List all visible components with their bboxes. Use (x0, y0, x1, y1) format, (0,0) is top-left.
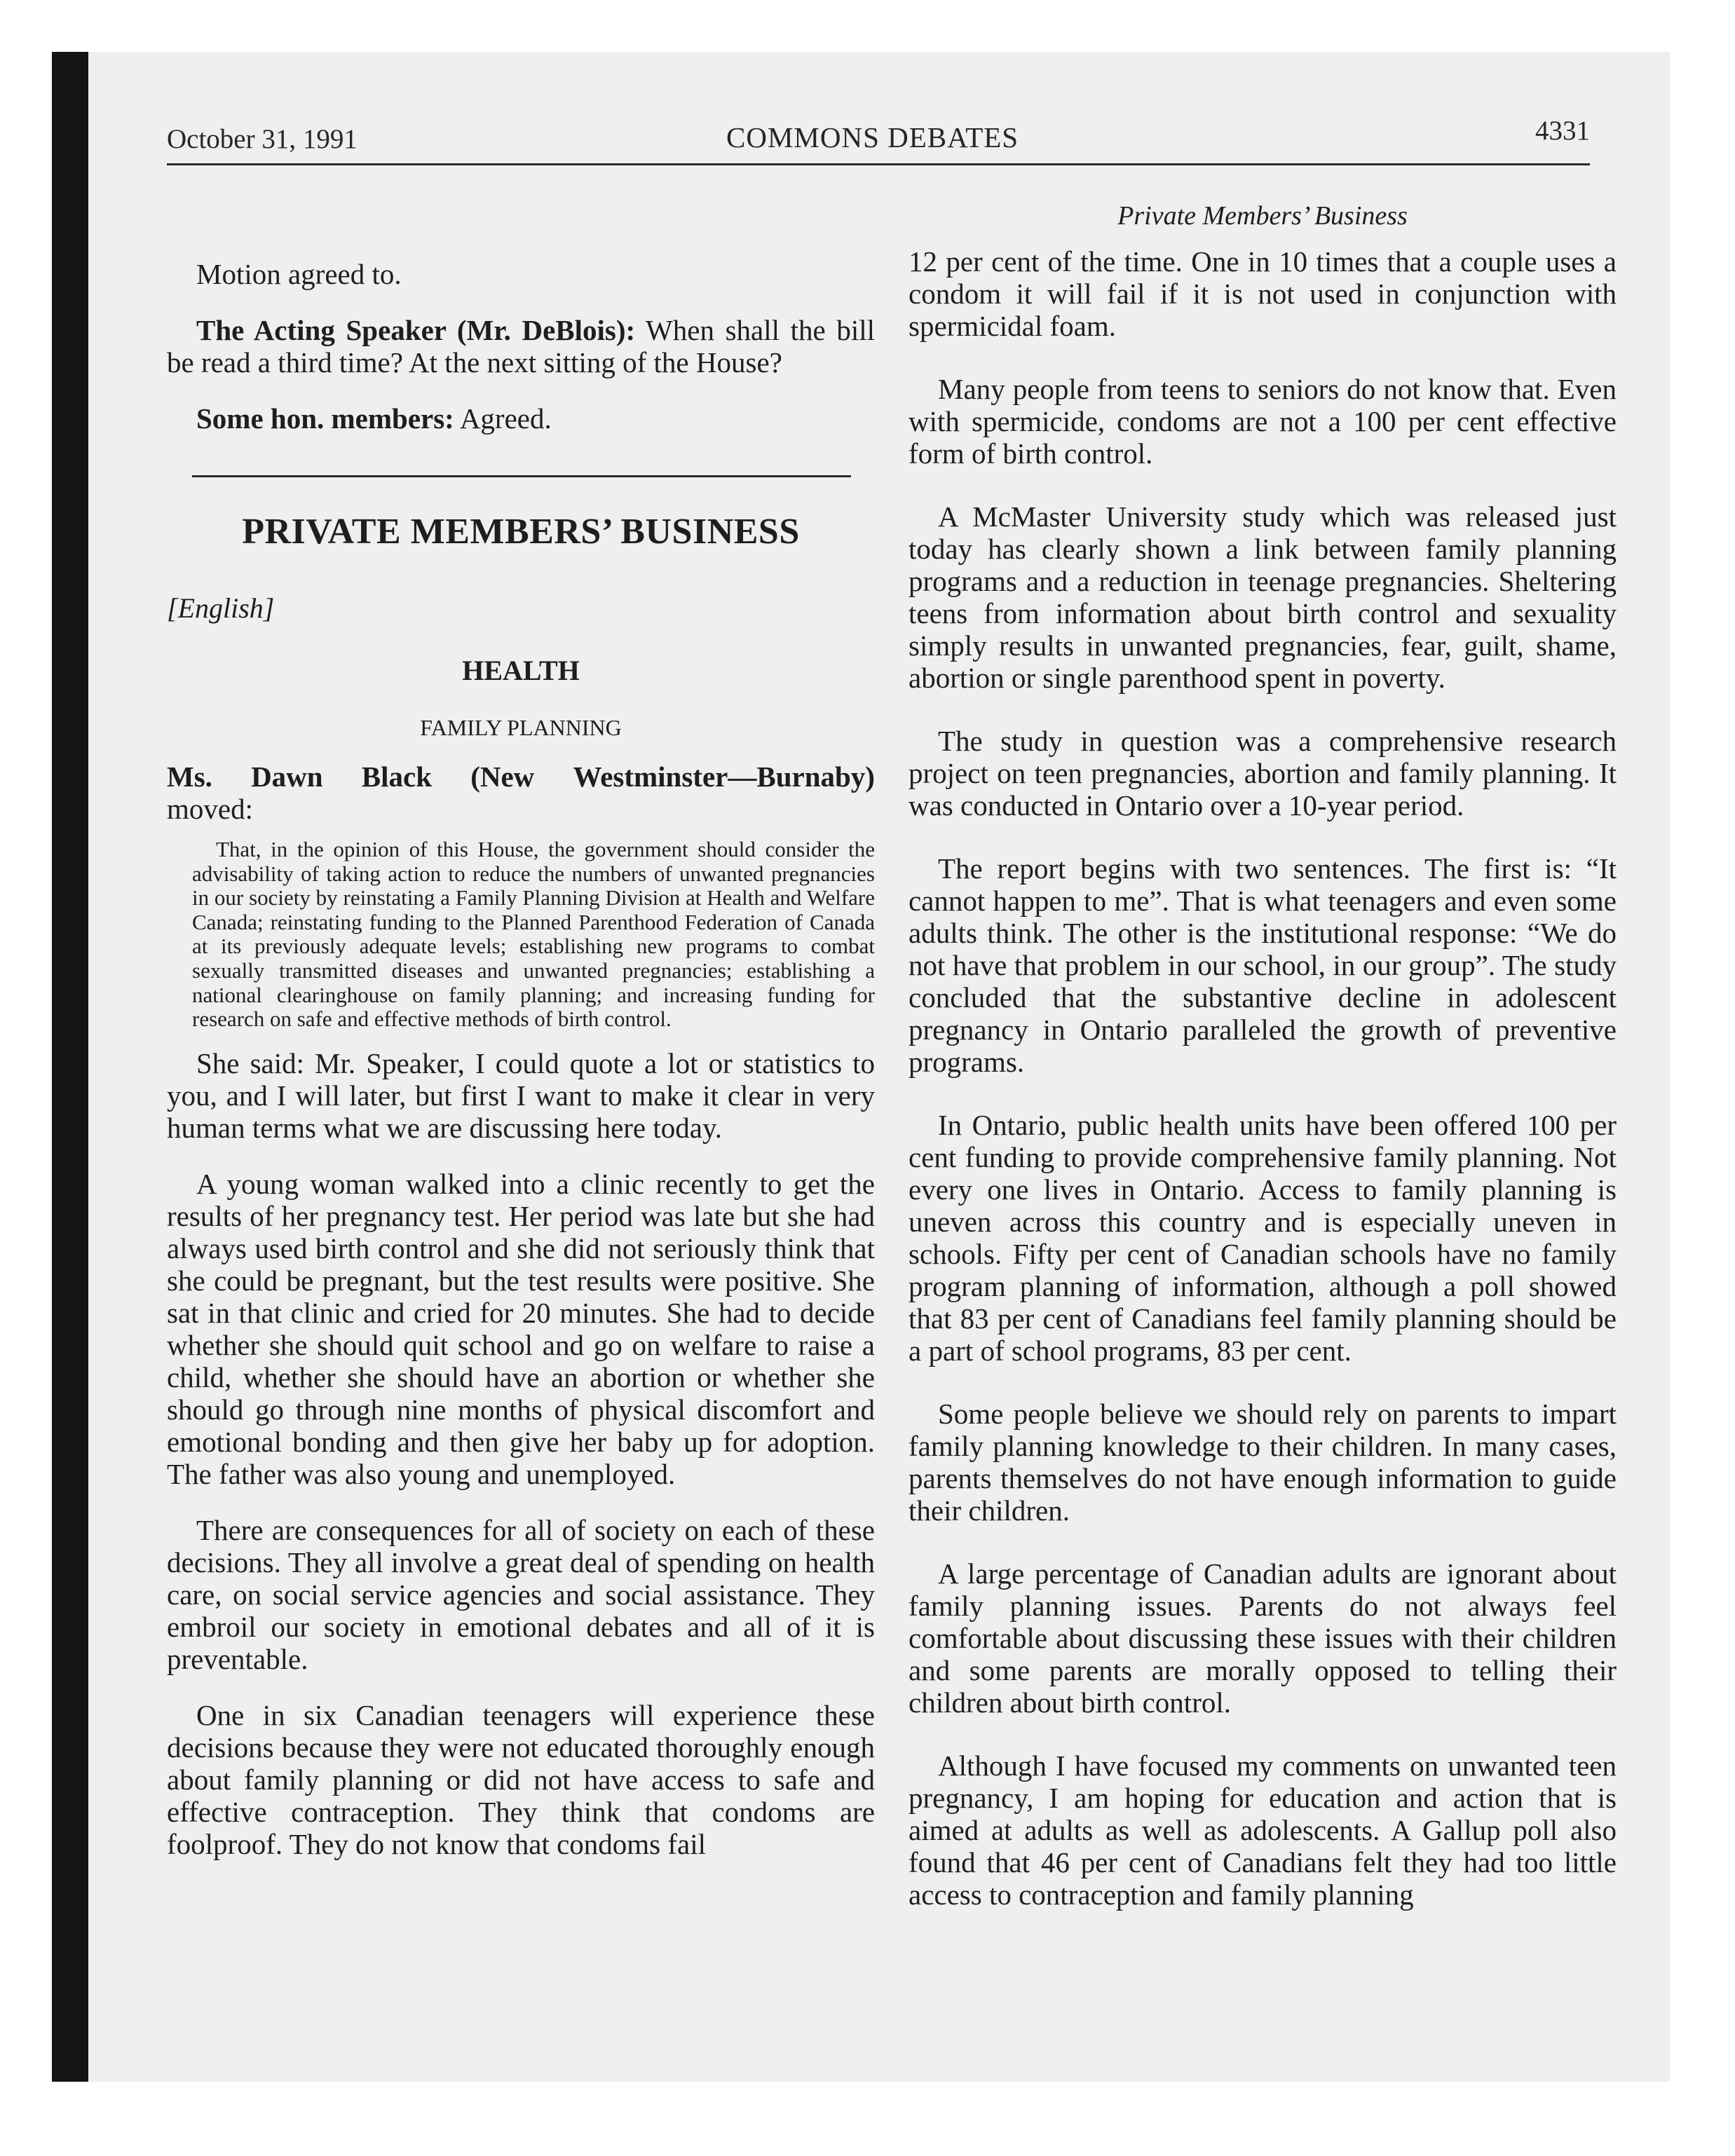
scan-edge (52, 52, 88, 2082)
page-number: 4331 (1535, 116, 1590, 146)
header-date: October 31, 1991 (167, 124, 358, 154)
members-paragraph (167, 402, 875, 435)
mover-line (167, 760, 875, 825)
body-paragraph: In Ontario, public health units have been offered 100 per cent funding to provide comprehensive family planning. Not every one lives in Ontario. Access to family planning is uneven across this country and is especially uneven in schools. Fifty per cent of Canadian schools have no family program planning of information, although a poll showed that 83 per cent of Canadians feel family planning should be a part of school programs, 83 per cent. (909, 1109, 1617, 1367)
running-head: Private Members’ Business (1117, 201, 1408, 231)
body-paragraph: Some people believe we should rely on parents to impart family planning knowledge to their children. In many cases, parents themselves do not have enough information to guide their children. (909, 1398, 1617, 1527)
language-tag: [English] (167, 592, 275, 624)
body-paragraph: Many people from teens to seniors do not know that. Even with spermicide, condoms are not a 100 per cent effective form of birth control. (909, 373, 1617, 470)
body-paragraph: Although I have focused my comments on unwanted teen pregnancy, I am hoping for education and action that is aimed at adults as well as adolescents. A Gallup poll also found that 46 per cent of Canadians felt they had too little access to contraception and family planning (909, 1749, 1617, 1911)
body-paragraph: There are consequences for all of society on each of these decisions. They all involve a great deal of spending on health care, on social service agencies and social assistance. They embroil our society in emotional debates and all of it is preventable. (167, 1513, 875, 1675)
mover-tail: moved: (167, 793, 253, 825)
section-divider (192, 475, 851, 477)
body-paragraph: The study in question was a comprehensive research project on teen pregnancies, abortion and family planning. It was conducted in Ontario over a 10-year period. (909, 725, 1617, 821)
right-column (909, 200, 1617, 1942)
body-paragraph: The report begins with two sentences. The first is: “It cannot happen to me”. That is what teenagers and even some adults think. The other is the institutional response: “We do not have that problem in our school, in our group”. The study concluded that the substantive decline in adolescent pregnancy in Ontario paralleled the growth of preventive programs. (909, 852, 1617, 1078)
section-title: PRIVATE MEMBERS’ BUSINESS (242, 512, 800, 552)
subject-heading: HEALTH (462, 655, 580, 686)
mover-word: Black (361, 760, 433, 793)
continued-paragraph: 12 per cent of the time. One in 10 times that a couple uses a condom it will fail if it is not used in conjunction with spermicidal foam. (909, 245, 1617, 342)
left-column (167, 252, 875, 1884)
header-publication: COMMONS DEBATES (726, 121, 1019, 153)
mover-word: (New (470, 760, 535, 793)
body-paragraph: A McMaster University study which was released just today has clearly shown a link between family planning programs and a reduction in teenage pregnancies. Sheltering teens from information about birth control and sexuality simply results in unwanted pregnancies, fear, guilt, shame, abortion or single parenthood spent in poverty. (909, 500, 1617, 694)
body-paragraph: A young woman walked into a clinic recently to get the results of her pregnancy test. Her period was late but she had always used birth control and she did not seriously think that she could be pregnant, but the test results were positive. She sat in that clinic and cried for 20 minutes. She had to decide whether she should quit school and go on welfare to raise a child, whether she should have an abortion or whether she should go through nine months of physical discomfort and emotional bonding and then give her baby up for adoption. The father was also young and unemployed. (167, 1167, 875, 1490)
motion-agreed: Motion agreed to. (196, 258, 402, 290)
mover-word: Ms. (167, 760, 212, 793)
members-text: Agreed. (454, 402, 552, 435)
body-paragraph: One in six Canadian teenagers will experience these decisions because they were not educated thoroughly enough about family planning or did not have access to safe and effective contraception. They think that condoms are foolproof. They do not know that condoms fail (167, 1698, 875, 1860)
motion-text: That, in the opinion of this House, the government should consider the advisability of taking action to reduce the numbers of unwanted pregnancies in our society by reinstating a Family Planning Division at Health and Welfare Canada; reinstating funding to the Planned Parenthood Federation of Canada at its previously adequate levels; establishing new programs to combat sexually transmitted diseases and unwanted pregnancies; establishing a national clearinghouse on family planning; and increasing funding for research on safe and effective methods of birth control. (192, 837, 875, 1032)
header-rule (167, 163, 1590, 165)
body-paragraph: She said: Mr. Speaker, I could quote a lot or statistics to you, and I will later, but first I want to make it clear in very human terms what we are discussing here today. (167, 1046, 875, 1144)
members-name: Some hon. members: (196, 402, 454, 435)
speaker-text: When shall the bill be read a third time? At the next sitting of the House? (167, 314, 875, 378)
acting-speaker-paragraph (167, 314, 875, 378)
mover-word: Dawn (251, 760, 323, 793)
mover-word: Westminster—Burnaby) (573, 760, 875, 793)
speaker-name: The Acting Speaker (Mr. DeBlois): (196, 314, 636, 346)
body-paragraph: A large percentage of Canadian adults are ignorant about family planning issues. Parents do not always feel comfortable about discussing these issues with their children and some parents are morally opposed to telling their children about birth control. (909, 1557, 1617, 1719)
subtopic-heading: FAMILY PLANNING (420, 715, 622, 740)
